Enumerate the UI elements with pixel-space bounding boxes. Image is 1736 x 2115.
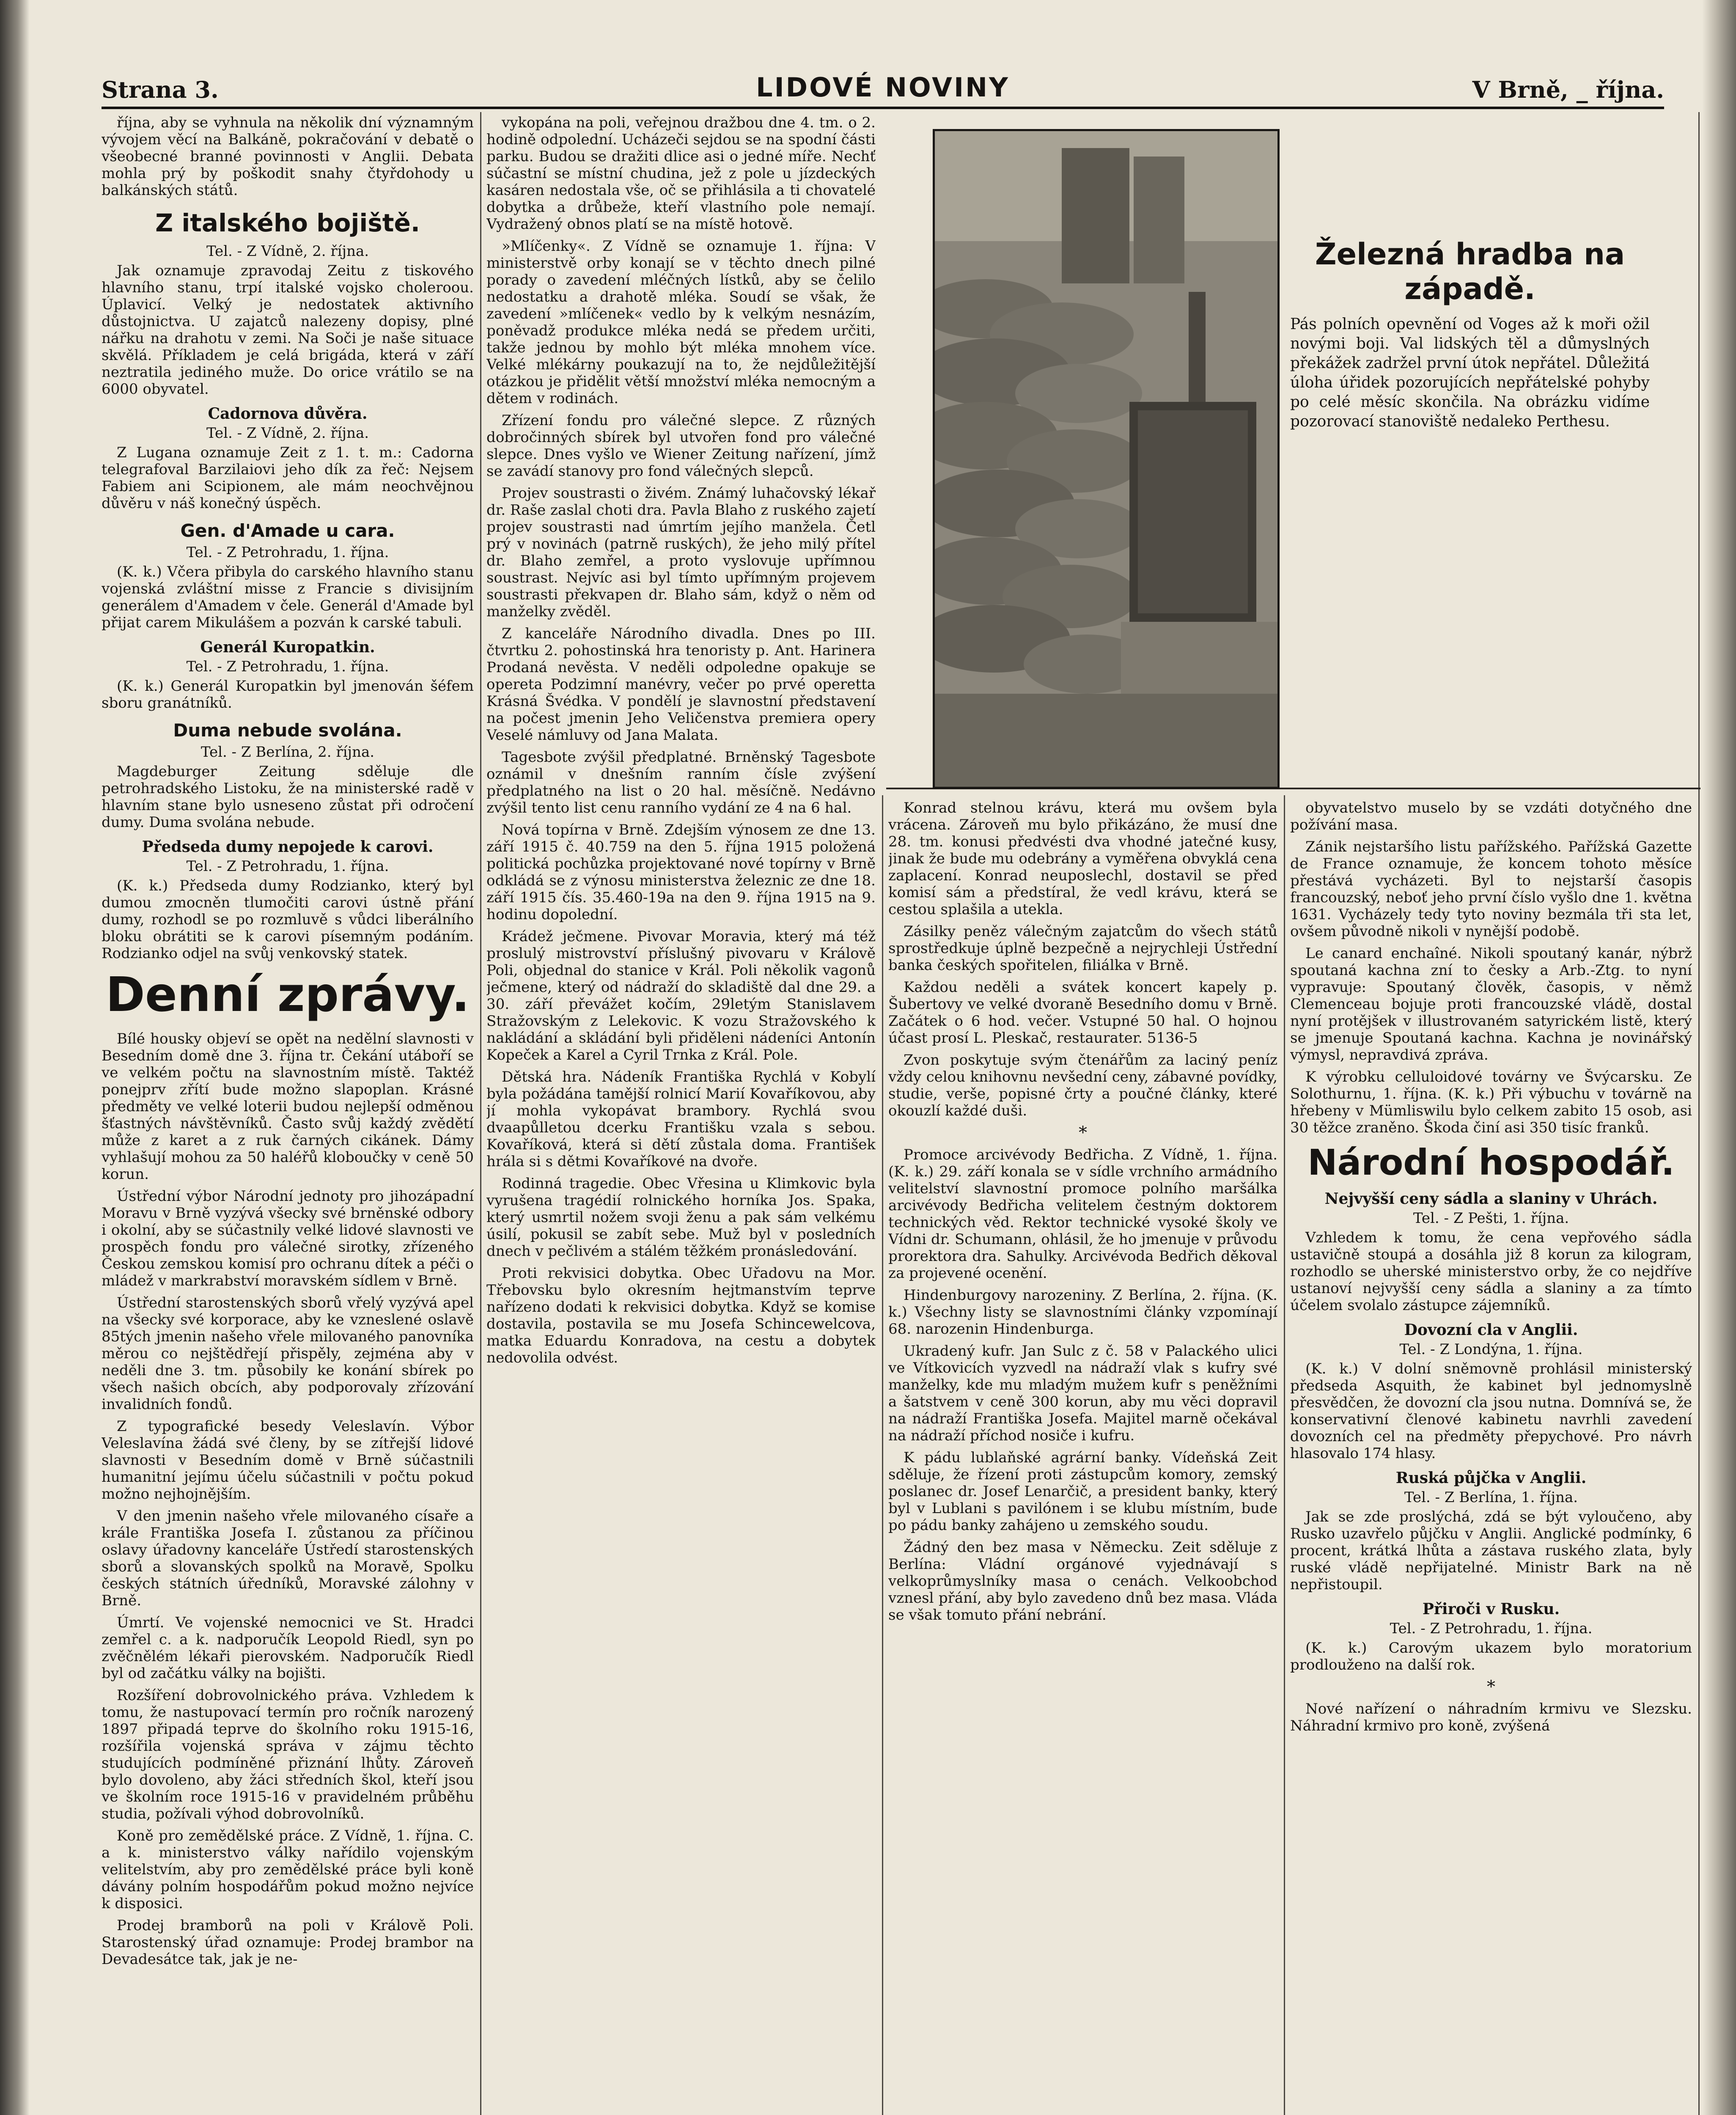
article-paragraph: Prodej bramborů na poli v Králově Poli. Starostenský úřad oznamuje: Prodej brambor na Devadesátce tak, jak je ne- — [102, 1917, 474, 1968]
article-paragraph: Z typografické besedy Veleslavín. Výbor Veleslavína žádá své členy, by se zítřejší lidové slavnosti v Besedním domě v Brně súčastnili humanitní jejímu účelu súčastnili v počtu pokud možno nejhojnějším. — [102, 1418, 474, 1502]
article-heading: Přiroči v Rusku. — [1422, 1600, 1560, 1618]
article-paragraph: vykopána na poli, veřejnou dražbou dne 4. tm. o 2. hodině odpolední. Ucházeči sejdou se na spodní části parku. Budou se dražiti dlice asi o jedné míře. Nechť súčastní se místní chudina, jež z pole u jízdeckých kasáren nedostala vše, oč se přihlásila a ti chovatelé dobytka a drůbeže, kteří vlastního pole nemají. Vydražený obnos platí se na místě hotově. — [486, 114, 876, 233]
article-paragraph: obyvatelstvo muselo by se vzdáti dotyčného dne požívání masa. — [1290, 799, 1692, 833]
article-paragraph: Rozšíření dobrovolnického práva. Vzhledem k tomu, že nastupovací termín pro ročník narozený 1897 připadá teprve do školního roku 1915-16, rozšířila vojenská správa v zájmu těchto studujících podmíněné přiznání lhůty. Zároveň bylo dovoleno, aby žáci středních škol, kteří jsou ve školním roce 1915-16 v pravidelném průběhu studia, požívali výhod dobrovolníků. — [102, 1687, 474, 1822]
article-heading: Nejvyšší ceny sádla a slaniny v Uhrách. — [1324, 1190, 1658, 1208]
photo-heading: Železná hradba na západě. — [1315, 237, 1625, 306]
war-photo-sandbag-wall — [933, 129, 1280, 789]
article-paragraph: (K. k.) Včera přibyla do carského hlavního stanu vojenská zvláštní misse z Francie s divisijním generálem d'Amadem v čele. Generál d'Amade byl přijat carem Mikulášem a pozván k carské tabuli. — [102, 563, 474, 631]
section-heading-italy: Z italského bojiště. — [155, 209, 420, 237]
article-paragraph: Projev soustrasti o živém. Známý luhačovský lékař dr. Raše zaslal choti dra. Pavla Blaho z ruského zajetí projev soustrasti nad úmrtím jejího manžela. Četl prý v novinách (patrně ruských), že jeho milý přítel dr. Blaho zemřel, a proto vyslovuje upřímnou soustrast. Nejvíc asi byl tímto upřímným projevem soustrasti překvapen dr. Blaho sám, když o něm od manželky zvěděl. — [486, 485, 876, 620]
article-paragraph: Zřízení fondu pro válečné slepce. Z různých dobročinných sbírek byl utvořen fond pro válečné slepce. Dnes vyšlo ve Wiener Zeitung nařízení, jímž se zavádí stanovy pro fond válečných slepců. — [486, 412, 876, 480]
column-rule — [882, 795, 883, 2115]
article-paragraph: Koně pro zemědělské práce. Z Vídně, 1. října. C. a k. ministerstvo války nařídilo vojenským velitelstvím, aby pro zemědělské práce byli koně dávány polním hospodářům pokud možno nejvíce k disposici. — [102, 1827, 474, 1912]
article-paragraph: Proti rekvisici dobytka. Obec Uřadovu na Mor. Třebovsku bylo okresním hejtmanstvím teprve nařízeno dodati k rekvisici dobytka. Když se komise dostavila, postavila se mu Josefa Schincewelcova, matka Eduardu Konradova, na cestu a dobytek nedovolila odvést. — [486, 1265, 876, 1366]
photo-caption: Pás polních opevnění od Voges až k moři ožil novými boji. Val lidských těl a důmyslných překážek zadržel první útok nepřátel. Důležitá úloha úřidek pozorujících nepřátelské pohyby po celé měsíc skončila. Na obrázku vidíme pozorovací stanoviště nedaleko Perthesu. — [1290, 316, 1650, 430]
scan-edge-right — [1702, 0, 1736, 2115]
article-paragraph: »Mlíčenky«. Z Vídně se oznamuje 1. října: V ministerstvě orby konají se v těchto dnech pilné porady o zavedení mléčných lístků, aby se čelilo nedostatku a drahotě mléka. Soudí se však, že zavedení »mlíčenek« vedlo by k velkým nesnázím, poněvadž produkce mléka nedá se předem určiti, takže jednou by mohlo být mléka mnohem více. Velké mlékárny poukazují na to, že nejdůležitější otázkou je přidělit větší množství mléka nemocným a dětem v rodinách. — [486, 238, 876, 407]
section-heading-narodni-hospodar: Národní hospodář. — [1307, 1142, 1675, 1183]
column-rule — [1698, 112, 1700, 2115]
article-paragraph: Zánik nejstaršího listu pařížského. Pařížská Gazette de France oznamuje, že koncem tohoto měsíce přestává vycházeti. Byl to nejstarší časopis francouzský, neboť jeho první číslo vyšlo dne 1. května 1631. Vycházely tedy tyto noviny bezmála tři sta let, ovšem původně nikoli v nynější podobě. — [1290, 838, 1692, 940]
column-4 — [1290, 799, 1692, 2115]
article-paragraph: Jak se zde proslýchá, zdá se být vyloučeno, aby Rusko uzavřelo půjčku v Anglii. Anglické podmínky, 6 procent, krátká lhůta a zástava ruského zlata, byly ruské vládě nepřijatelné. Ministr Bark na ně nepřistoupil. — [1290, 1508, 1692, 1593]
place-date: V Brně, _ října. — [1472, 76, 1664, 103]
dateline: Tel. - Z Vídně, 2. října. — [206, 243, 369, 260]
dateline: Tel. - Z Vídně, 2. října. — [206, 425, 369, 442]
dateline: Tel. - Z Berlína, 2. října. — [201, 744, 375, 761]
article-paragraph: Žádný den bez masa v Německu. Zeit sděluje z Berlína: Vládní orgánové vyjednávají s velkoprůmyslníky masa o cenách. Velkoobchod vznesl přání, aby bylo zavedeno dnů bez masa. Vláda se však tomuto přání nebrání. — [888, 1539, 1277, 1623]
column-1 — [102, 114, 474, 2115]
newspaper-title: LIDOVÉ NOVINY — [756, 72, 1010, 103]
column-2 — [486, 114, 876, 2115]
article-paragraph: (K. k.) Carovým ukazem bylo moratorium prodlouženo na další rok. — [1290, 1640, 1692, 1673]
article-paragraph: Le canard enchaîné. Nikoli spoutaný kanár, nýbrž spoutaná kachna zní to česky a Arb.-Ztg. to nyní vypravuje: Spoutaný člověk, časopis, v němž Clemenceau bojuje proti francouzské vládě, dostal nyní protějšek v illustrovaném satyrickém listě, který se jmenuje Spoutaná kachna. Kachna je novinářský výmysl, nepravdivá zpráva. — [1290, 945, 1692, 1063]
article-paragraph: K pádu lublaňské agrární banky. Vídeňská Zeit sděluje, že řízení proti zástupcům komory, zemský poslanec dr. Josef Lenarčič, a president banky, který byl v Lublani s pavilónem i se klubu místním, bude po pádu banky zahájeno u zemského soudu. — [888, 1449, 1277, 1534]
scan-edge-left — [0, 0, 30, 2115]
article-heading: Ruská půjčka v Anglii. — [1395, 1469, 1587, 1487]
separator-star: * — [1487, 1677, 1495, 1697]
section-heading-denni-zpravy: Denní zprávy. — [105, 967, 470, 1022]
article-paragraph: (K. k.) V dolní sněmovně prohlásil ministerský předseda Asquith, že kabinet byl jednomyslně přesvědčen, že dovozní cla jsou nutna. Domnívá se, že konservativní členové kabinetu navrhli zavedení dovozních cel na předměty přepychové. Pro návrh hlasovalo 174 hlasy. — [1290, 1360, 1692, 1462]
article-heading: Cadornova důvěra. — [208, 405, 368, 423]
article-paragraph: Ukradený kufr. Jan Sulc z č. 58 v Palackého ulici ve Vítkovicích vyzvedl na nádraží vlak s kufry své manželky, kde mu mladým mužem kufr s peněžními a šatstvem v ceně 300 korun, aby mu věci dopravil na nádraží Františka Josefa. Majitel marně očekával na nádraží příchod nosiče i kufru. — [888, 1343, 1277, 1444]
column-rule — [1284, 795, 1285, 2115]
article-heading: Duma nebude svolána. — [173, 720, 402, 741]
article-paragraph: Krádež ječmene. Pivovar Moravia, který má též proslulý mistrovství příslušný pivovaru v Králově Poli, objednal do stanice v Král. Poli několik vagonů ječmene, který od nádraží do skladiště dal dne 29. a 30. září převážet kočím, 29letým Stanislavem Stražovským z Lelekovic. K vozu Stražovského k nakládání a skládání byli přiděleni nádeníci Antonín Kopeček a Karel a Cyril Trnka z Král. Pole. — [486, 928, 876, 1063]
photo-caption-block — [1290, 237, 1650, 431]
dateline: Tel. - Z Petrohradu, 1. října. — [1390, 1620, 1593, 1637]
article-paragraph: Bílé housky objeví se opět na nedělní slavnosti v Besedním domě dne 3. října tr. Čekání utáboří se ve velkém počtu na slavnostním místě. Taktéž ponejprv zřítí bude možno slapoplan. Krásné předměty ve velké loterii budou nejlepší odměnou šťastných návštěvníků. Často svůj každý zvědětí může z karet a z ruk čarných cikánek. Dámy vyhlašují mohou za 50 haléřů kloboučky v ceně 50 korun. — [102, 1030, 474, 1183]
article-paragraph: Zvon poskytuje svým čtenářům za laciný peníz vždy celou knihovnu nevšední ceny, zábavné povídky, studie, verše, popisné črty a poučné články, které okouzlí každé duši. — [888, 1052, 1277, 1119]
article-heading: Gen. d'Amade u cara. — [180, 520, 395, 541]
article-paragraph: Úmrtí. Ve vojenské nemocnici ve St. Hradci zemřel c. a k. nadporučík Leopold Riedl, syn po zvěčnělém lékaři pierovském. Nadporučík Riedl byl od začátku války na bojišti. — [102, 1614, 474, 1682]
article-paragraph: Dětská hra. Nádeník Františka Rychlá v Kobylí byla požádána tamější rolnicí Marií Kovaříkovou, aby jí mohla vykopávat brambory. Rychlá svou dvaapůlletou dcerku Františku vzala s sebou. Kovaříková, která si dětí zůstala doma. František hrála si s dětmi Kovaříkové na dvoře. — [486, 1068, 876, 1170]
article-paragraph: Ústřední starostenských sborů vřelý vyzývá apel na všecky své korporace, aby ke vzneslené oslavě 85tých jmenin našeho vřele milovaného panovníka měrou co nejštědřejí přispěly, zejména aby v neděli dne 3. tm. působily ke konání sbírek po všech našich obcích, aby podporovaly zřízování invalidních fondů. — [102, 1294, 474, 1413]
article-heading: Předseda dumy nepojede k carovi. — [142, 838, 434, 856]
article-paragraph: K výrobku celluloidové továrny ve Švýcarsku. Ze Solothurnu, 1. října. (K. k.) Při výbuchu v továrně na hřebeny v Mümliswilu bylo celkem zabito 15 osob, asi 30 těžce zraněno. Škoda činí asi 350 tisíc franků. — [1290, 1068, 1692, 1136]
article-heading: Generál Kuropatkin. — [200, 638, 375, 656]
dateline: Tel. - Z Pešti, 1. října. — [1413, 1210, 1569, 1227]
article-paragraph: Každou neděli a svátek koncert kapely p. Šubertovy ve velké dvoraně Besedního domu v Brně. Začátek o 6 hod. večer. Vstupné 50 hal. O hojnou účast prosí L. Pleskač, restaurater. 5136-5 — [888, 979, 1277, 1047]
article-paragraph: Nové nařízení o náhradním krmivu ve Slezsku. Náhradní krmivo pro koně, zvýšená — [1290, 1700, 1692, 1734]
article-paragraph: Z kanceláře Národního divadla. Dnes po III. čtvrtku 2. pohostinská hra tenoristy p. Ant. Harinera Prodaná nevěsta. V neděli odpoledne opakuje se opereta Podzimní manévry, večer po prvé operetta Krásná Švédka. V pondělí je slavnostní představení na počest jmenin Jeho Veličenstva premiera opery Veselé námluvy od Jana Malata. — [486, 625, 876, 744]
page-label: Strana 3. — [102, 76, 219, 103]
article-paragraph: října, aby se vyhnula na několik dní významným vývojem věcí na Balkáně, pokračování v debatě o všeobecné branné povinnosti v Anglii. Debata mohla prý by poškodit snahy čtyřdohody u balkánských států. — [102, 114, 474, 199]
article-paragraph: (K. k.) Generál Kuropatkin byl jmenován šéfem sboru granátníků. — [102, 678, 474, 711]
article-paragraph: Zásilky peněz válečným zajatcům do všech států sprostředkuje úplně bezpečně a nejrychleji Ústřední banka českých spořitelen, filiálka v Brně. — [888, 923, 1277, 974]
article-paragraph: Magdeburger Zeitung sděluje dle petrohradského Listoku, že na ministerské radě v hlavním stane bylo usneseno zůstat při odročení dumy. Duma svolána nebude. — [102, 763, 474, 831]
article-heading: Dovozní cla v Anglii. — [1404, 1321, 1578, 1339]
article-paragraph: Promoce arcivévody Bedřicha. Z Vídně, 1. října. (K. k.) 29. září konala se v sídle vrchního armádního velitelství slavnostní promoce polního maršálka arcivévody Bedřicha velitelem čestným doktorem technických věd. Rektor technické vysoké školy ve Vídni dr. Schumann, ohlásil, že ho jmenuje v průvodu prorektora dra. Sahulky. Arcivévoda Bedřich děkoval za projevené ocenění. — [888, 1146, 1277, 1282]
dateline: Tel. - Z Petrohradu, 1. října. — [186, 858, 389, 875]
article-paragraph: Nová topírna v Brně. Zdejším výnosem ze dne 13. září 1915 č. 40.759 na den 5. října 1915 položená politická pochůzka projektované nové topírny v Brně odkládá se z výnosu ministerstva železnic ze dne 18. září 1915 čís. 35.460-19a na den 9. října 1915 na 9. hodinu dopolední. — [486, 821, 876, 923]
article-paragraph: Hindenburgovy narozeniny. Z Berlína, 2. října. (K. k.) Všechny listy se slavnostními články vzpomínají 68. narozenin Hindenburga. — [888, 1287, 1277, 1338]
column-3 — [888, 799, 1277, 2115]
article-paragraph: (K. k.) Předseda dumy Rodzianko, který byl dumou zmocněn tlumočiti carovi ústně přání dumy, rozhodl se po rozmluvě s vůdci liberálního bloku obrátiti se k carovi písemným podáním. Rodzianko odjel na svůj venkovský statek. — [102, 877, 474, 962]
article-paragraph: V den jmenin našeho vřele milovaného císaře a krále Františka Josefa I. zůstanou za příčinou oslavy úřadovny kanceláře Ústředí starostenských sborů a slovanských spolků na Moravě, Spolku českých státních úředníků, Moravské zálohny v Brně. — [102, 1508, 474, 1609]
dateline: Tel. - Z Petrohradu, 1. října. — [186, 658, 389, 675]
column-rule — [480, 112, 481, 2115]
separator-star: * — [1079, 1123, 1087, 1143]
dateline: Tel. - Z Londýna, 1. října. — [1399, 1341, 1583, 1358]
header-rule — [102, 107, 1664, 109]
article-paragraph: Tagesbote zvýšil předplatné. Brněnský Tagesbote oznámil v dnešním ranním čísle zvýšení předplatného na list o 20 hal. měsíčně. Nedávno zvýšil tento list cenu ranního vydání ze 4 na 6 hal. — [486, 749, 876, 816]
article-paragraph: Vzhledem k tomu, že cena vepřového sádla ustavičně stoupá a dosáhla již 8 korun za kilogram, rozhodlo se uherské ministerstvo orby, že co nejdříve ustanoví nejvyšší ceny sádla a slaniny a za tímto účelem svolalo zástupce zájemníků. — [1290, 1229, 1692, 1314]
dateline: Tel. - Z Petrohradu, 1. října. — [186, 544, 389, 561]
article-paragraph: Konrad stelnou krávu, která mu ovšem byla vrácena. Zároveň mu bylo přikázáno, že musí dne 28. tm. konusi předvésti dva vhodné jatečné kusy, jinak že bude mu odebrány a vyměřena obvyklá cena zaplacení. Konrad neuposlechl, dostavil se před komisí sám a předstíral, že vedl krávu, která se cestou splašila a utekla. — [888, 799, 1277, 918]
article-paragraph: Z Lugana oznamuje Zeit z 1. t. m.: Cadorna telegrafoval Barzilaiovi jeho dík za řeč: Nejsem Fabiem ani Scipionem, ale mám neochvějnou důvěru v náš konečný úspěch. — [102, 444, 474, 512]
article-paragraph: Rodinná tragedie. Obec Vřesina u Klimkovic byla vyrušena tragédií rolnického horníka Jos. Spaka, který usmrtil nožem svoji ženu a pak sám velkému úsilí, pokusil se zabít sebe. Muž byl v posledních dnech v pečlivém a stálém těžkém pronásledování. — [486, 1175, 876, 1260]
dateline: Tel. - Z Berlína, 1. října. — [1404, 1489, 1578, 1506]
page-header — [102, 63, 1664, 106]
article-paragraph: Jak oznamuje zpravodaj Zeitu z tiskového hlavního stanu, trpí italské vojsko choleroou. Úplavicí. Velký je nedostatek aktivního důstojnictva. U zajatců nalezeny dopisy, plné nářku na drahotu v zemi. Na Soči je naše situace skvělá. Příkladem je celá brigáda, která v září neztratila jediného muže. Do orice vrátilo se na 6000 obyvatel. — [102, 262, 474, 398]
article-paragraph: Ústřední výbor Národní jednoty pro jihozápadní Moravu v Brně vyzývá všecky své brněnské odbory i okolní, aby se súčastnily velké lidové slavnosti ve prospěch fondu pro válečné sirotky, zřízeného Českou zemskou komisí pro ochranu dítek a péči o mládež v markrabství moravském sídlem v Brně. — [102, 1188, 474, 1289]
